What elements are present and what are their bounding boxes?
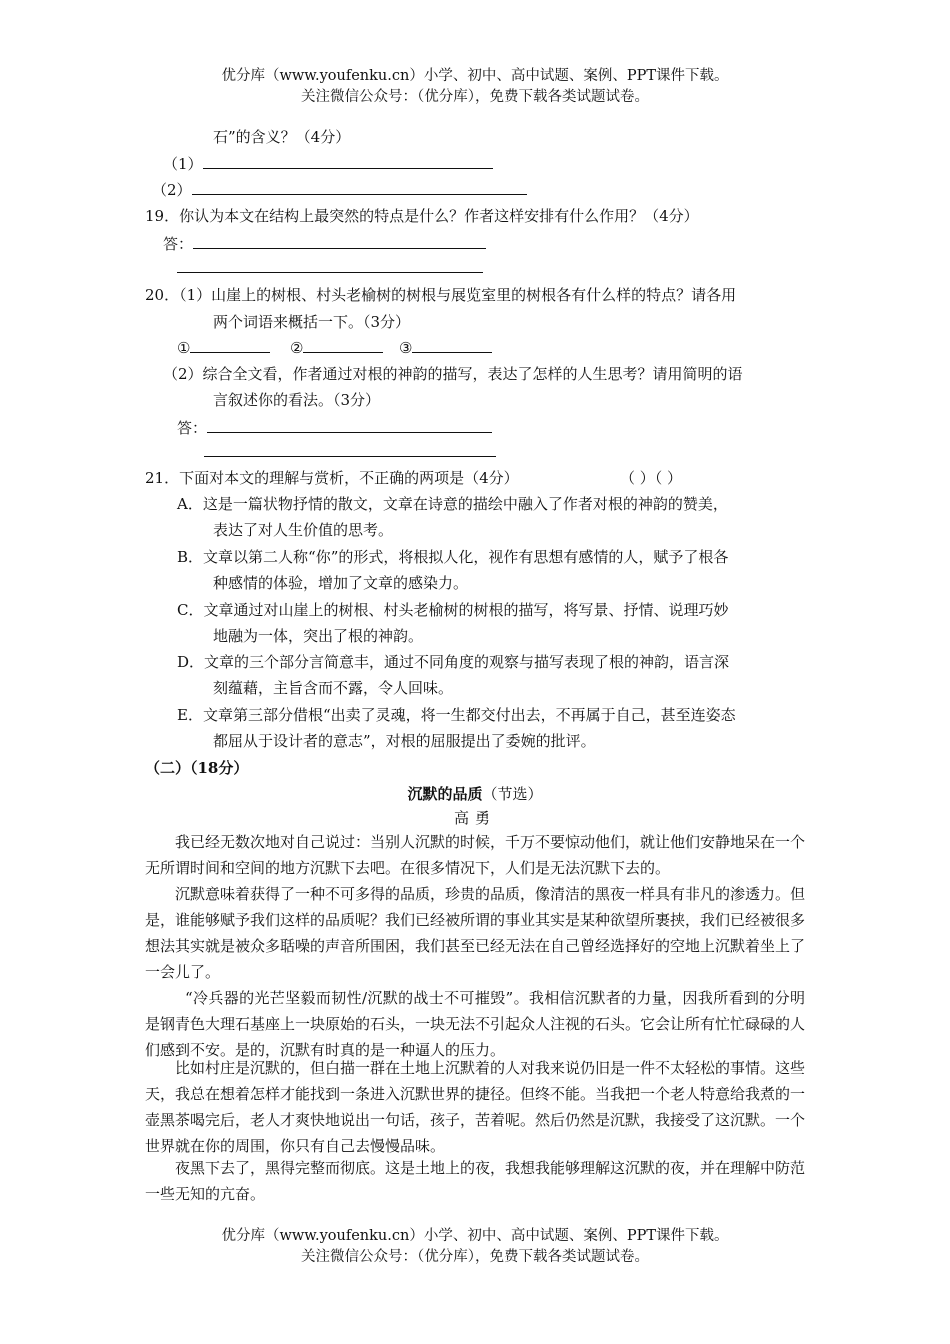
q19-answer-line-2[interactable] [177,272,483,273]
q20-blank-2-label: ② [290,339,304,357]
q20-blank-1-label: ① [177,339,191,357]
q18-answer-2-label: （2） [152,181,192,199]
q21-option-e-line1: E．文章第三部分借根“出卖了灵魂，将一生都交付出去，不再属于自己，甚至连姿态 [177,706,736,724]
q19-answer [163,234,486,254]
q18-continuation: 石”的含义？（4分） [213,128,351,146]
q18-answer-1 [163,154,493,174]
q21-option-d-line1: D．文章的三个部分言简意丰，通过不同角度的观察与描写表现了根的神韵，语言深 [177,653,730,671]
q21-stem: 21．下面对本文的理解与赏析，不正确的两项是（4分） [145,469,519,487]
q21-option-a-line2: 表达了对人生价值的思考。 [213,521,394,539]
section-heading: （二）（18分） [145,759,249,777]
article-title [0,784,950,804]
page-header-line2: 关注微信公众号：（优分库），免费下载各类试题试卷。 [301,89,649,105]
article-paragraph-3: “冷兵器的光芒坚毅而韧性/沉默的战士不可摧毁”。我相信沉默者的力量，因我所看到的分明是钢青色大理石基座上一块原始的石头，一块无法不引起众人注视的石头。它会让所有忙忙碌碌的人们感到不安。是的，沉默有时真的是一种逼人的压力。 [145,989,806,1059]
q20-part2-line2: 言叙述你的看法。（3分） [213,391,381,409]
q18-answer-2 [152,180,527,200]
q21-option-a-line1: A．这是一篇状物抒情的散文，文章在诗意的描绘中融入了作者对根的神韵的赞美， [177,495,728,513]
q19-answer-label: 答： [163,235,194,253]
article-paragraph-1: 我已经无数次地对自己说过：当别人沉默的时候，千万不要惊动他们，就让他们安静地呆在一个无所谓时间和空间的地方沉默下去吧。在很多情况下，人们是无法沉默下去的。 [145,833,806,877]
q21-option-d-line2: 刻蕴藉，主旨含而不露，令人回味。 [213,679,454,697]
article-paragraph-4: 比如村庄是沉默的，但白描一群在土地上沉默着的人对我来说仍旧是一件不太轻松的事情。这些天，我总在想着怎样才能找到一条进入沉默世界的捷径。但终不能。当我把一个老人特意给我煮的一壶黑茶喝完后，老人才爽快地说出一句话，孩子，苦着呢。然后仍然是沉默，我接受了这沉默。一个世界就在你的周围，你只有自己去慢慢品味。 [145,1059,806,1155]
q20-answer-line-1[interactable] [207,418,492,433]
q20-part1-line2: 两个词语来概括一下。（3分） [213,313,411,331]
q21-option-c-line2: 地融为一体，突出了根的神韵。 [213,627,424,645]
q21-option-c-line1: C．文章通过对山崖上的树根、村头老榆树的树根的描写，将写景、抒情、说理巧妙 [177,601,729,619]
q18-answer-1-line[interactable] [203,154,493,169]
q20-blank-3-line[interactable] [412,338,492,353]
page-header-line1: 优分库（www.youfenku.cn）小学、初中、高中试题、案例、PPT课件下载。 [221,68,729,84]
q20-blank-2-line[interactable] [303,338,383,353]
article-title-sub: （节选） [482,785,543,803]
q19-answer-line-1[interactable] [193,234,486,249]
q20-answer-label: 答： [177,419,208,437]
q20-answer [177,418,492,438]
q20-blanks [177,338,492,358]
article-paragraph-5: 夜黑下去了，黑得完整而彻底。这是土地上的夜，我想我能够理解这沉默的夜，并在理解中防范一些无知的亢奋。 [145,1159,806,1203]
q21-option-b-line1: B．文章以第二人称“你”的形式，将根拟人化，视作有思想有感情的人，赋予了根各 [177,548,729,566]
article-paragraph-2: 沉默意味着获得了一种不可多得的品质，珍贵的品质，像清洁的黑夜一样具有非凡的渗透力。但是，谁能够赋予我们这样的品质呢？我们已经被所谓的事业其实是某种欲望所裹挟，我们已经被很多想法其实就是被众多聒噪的声音所围困，我们甚至已经无法在自己曾经选择好的空地上沉默着坐上了一会儿了。 [145,885,806,981]
q19-question: 19．你认为本文在结构上最突然的特点是什么？作者这样安排有什么作用？（4分） [145,207,699,225]
q21-option-e-line2: 都屈从于设计者的意志”，对根的屈服提出了委婉的批评。 [213,732,596,750]
article-author: 高勇 [453,809,496,827]
q18-answer-1-label: （1） [163,155,203,173]
q20-part1-line1: 20．（1）山崖上的树根、村头老榆树的树根与展览室里的树根各有什么样的特点？请各用 [145,286,737,304]
q20-part2-line1: （2）综合全文看，作者通过对根的神韵的描写，表达了怎样的人生思考？请用简明的语 [163,365,743,383]
q21-answer-brackets[interactable]: （ ）（ ） [620,469,683,487]
q20-blank-3-label: ③ [399,339,413,357]
q18-answer-2-line[interactable] [192,180,527,195]
q20-blank-1-line[interactable] [190,338,270,353]
q20-answer-line-2[interactable] [204,456,496,457]
q21-option-b-line2: 种感情的体验，增加了文章的感染力。 [213,574,469,592]
article-title-main: 沉默的品质 [407,785,483,803]
page-footer-line1: 优分库（www.youfenku.cn）小学、初中、高中试题、案例、PPT课件下载。 [221,1228,729,1244]
page-footer-line2: 关注微信公众号：（优分库），免费下载各类试题试卷。 [301,1249,649,1265]
